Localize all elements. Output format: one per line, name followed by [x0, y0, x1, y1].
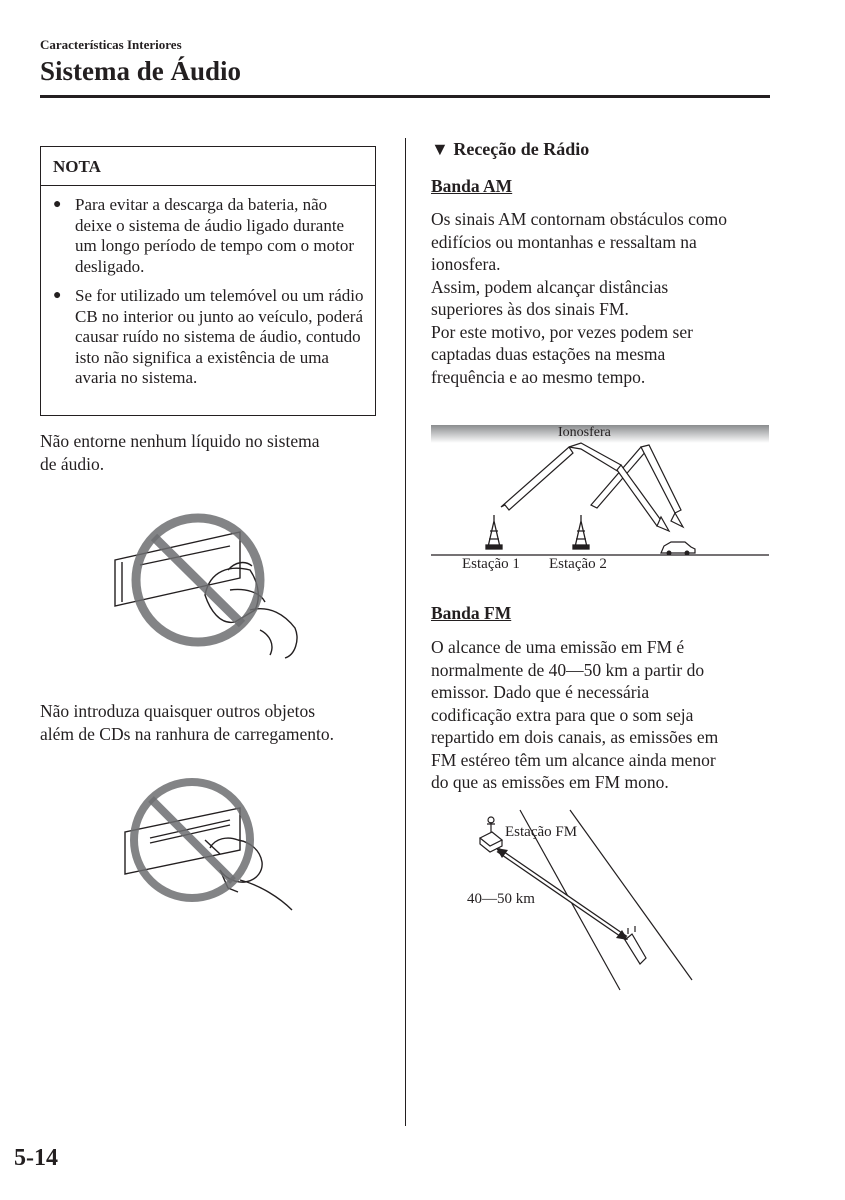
page-title: Sistema de Áudio [40, 56, 242, 86]
fm-band-title: Banda FM [431, 603, 512, 623]
car-icon [661, 542, 695, 556]
title-rule [40, 95, 770, 98]
am-band-text: Os sinais AM contornam obstáculos como edifícios ou montanhas e ressaltam na ionosfera. Assim, podem alcançar distâncias superiores às dos sinais FM. Por este motivo, por vezes podem ser captadas duas estações na mesma frequência e ao mesmo tempo. [431, 209, 728, 387]
bullet-icon: ● [53, 288, 62, 303]
fm-distance-label: 40—50 km [467, 891, 535, 907]
ionosphere-label: Ionosfera [558, 425, 611, 440]
cd-slot-warning-text: Não introduza quaisquer outros objetos além de CDs na ranhura de carregamento. [40, 701, 334, 744]
note-item [53, 286, 368, 389]
fm-band-text: O alcance de uma emissão em FM é normalmente de 40—50 km a partir do emissor. Dado que é necessária codificação extra para que o som seja repartido em dois canais, as emissões em FM estéreo têm um alcance ainda menor do que as emissões em FM mono. [431, 637, 719, 792]
column-divider [405, 138, 406, 1126]
note-box [40, 146, 376, 416]
section-label: Características Interiores [40, 37, 182, 52]
no-liquid-illustration [110, 510, 310, 670]
liquid-warning-text: Não entorne nenhum líquido no sistema de áudio. [40, 431, 320, 474]
no-object-illustration [120, 770, 310, 920]
station-1-label: Estação 1 [462, 556, 520, 572]
fm-station-label: Estação FM [505, 824, 578, 840]
note-title: NOTA [53, 157, 101, 176]
station-2-label: Estação 2 [549, 556, 607, 572]
radio-reception-heading-text: Receção de Rádio [453, 139, 590, 159]
am-band-title: Banda AM [431, 176, 513, 196]
radio-reception-heading [431, 139, 589, 160]
note-item [53, 195, 368, 277]
note-item-text: Para evitar a descarga da bateria, não deixe o sistema de áudio ligado durante um longo período de tempo com o motor desligado. [75, 195, 355, 276]
triangle-down-icon: ▼ [431, 139, 449, 159]
am-propagation-diagram [431, 435, 771, 560]
bullet-icon: ● [53, 197, 62, 212]
note-item-text: Se for utilizado um telemóvel ou um rádio CB no interior ou junto ao veículo, poderá causar ruído no sistema de áudio, contudo isto não significa a existência de uma avaria no sistema. [75, 286, 364, 387]
note-header [41, 147, 375, 186]
page-number: 5-14 [14, 1145, 58, 1171]
